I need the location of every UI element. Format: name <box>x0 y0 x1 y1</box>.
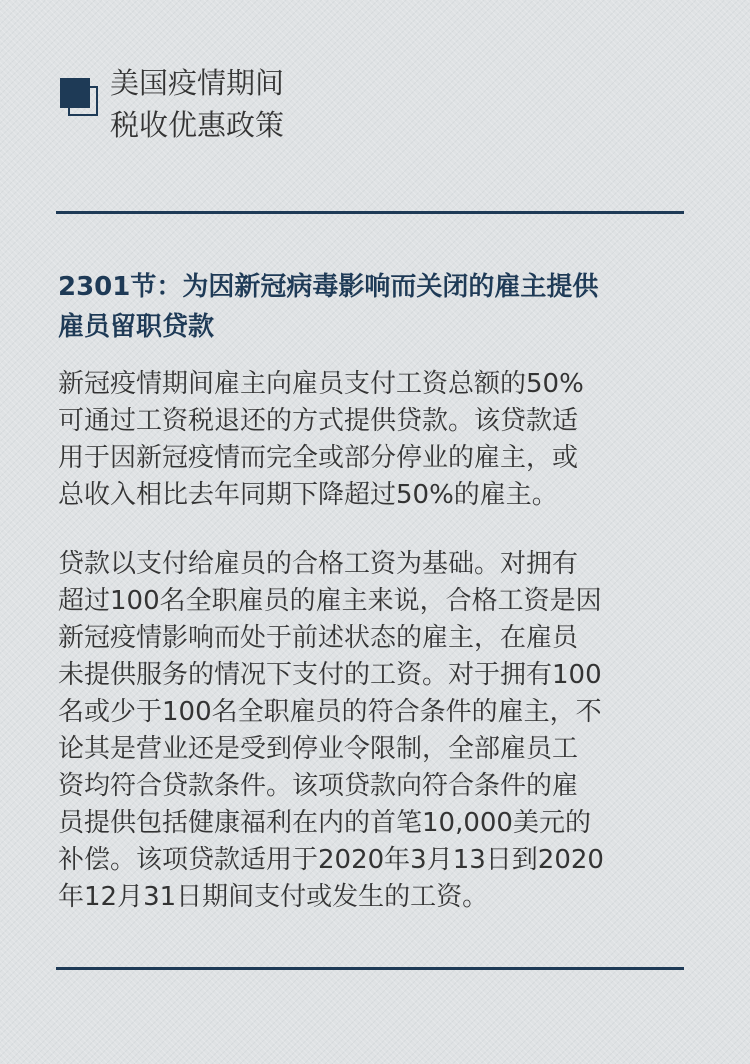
section-heading-line-1: 2301节：为因新冠病毒影响而关闭的雇主提供 <box>58 272 599 302</box>
paragraph-2-line: 论其是营业还是受到停业令限制，全部雇员工 <box>58 734 579 764</box>
paragraph-2-line: 年12月31日期间支付或发生的工资。 <box>58 882 489 912</box>
top-divider <box>56 211 684 214</box>
page-title <box>110 62 284 146</box>
paragraph-2-line: 新冠疫情影响而处于前述状态的雇主，在雇员 <box>58 623 579 653</box>
paragraph-1-line: 总收入相比去年同期下降超过50%的雇主。 <box>58 480 558 510</box>
paragraph-2-line: 未提供服务的情况下支付的工资。对于拥有100 <box>58 660 602 690</box>
section-heading <box>58 267 698 347</box>
page-title-line-2: 税收优惠政策 <box>110 108 285 142</box>
paragraph-1-line: 可通过工资税退还的方式提供贷款。该贷款适 <box>58 406 579 436</box>
page-title-line-1: 美国疫情期间 <box>110 66 285 100</box>
paragraph-2-line: 超过100名全职雇员的雇主来说，合格工资是因 <box>58 586 602 616</box>
paragraph-2-line: 补偿。该项贷款适用于2020年3月13日到2020 <box>58 845 604 875</box>
stacked-square-icon <box>60 78 100 118</box>
paragraph-2-line: 名或少于100名全职雇员的符合条件的雇主，不 <box>58 697 602 727</box>
paragraph-2-line: 资均符合贷款条件。该项贷款向符合条件的雇 <box>58 771 579 801</box>
paragraph-1-line: 用于因新冠疫情而完全或部分停业的雇主，或 <box>58 443 579 473</box>
bottom-divider <box>56 967 684 970</box>
square-solid-shape <box>60 78 90 108</box>
paragraph-1-line: 新冠疫情期间雇主向雇员支付工资总额的50% <box>58 369 584 399</box>
paragraph-2 <box>58 546 604 916</box>
paragraph-2-line: 贷款以支付给雇员的合格工资为基础。对拥有 <box>58 549 579 579</box>
section-heading-line-2: 雇员留职贷款 <box>58 312 215 342</box>
paragraph-2-line: 员提供包括健康福利在内的首笔10,000美元的 <box>58 808 591 838</box>
paragraph-1 <box>58 366 584 514</box>
